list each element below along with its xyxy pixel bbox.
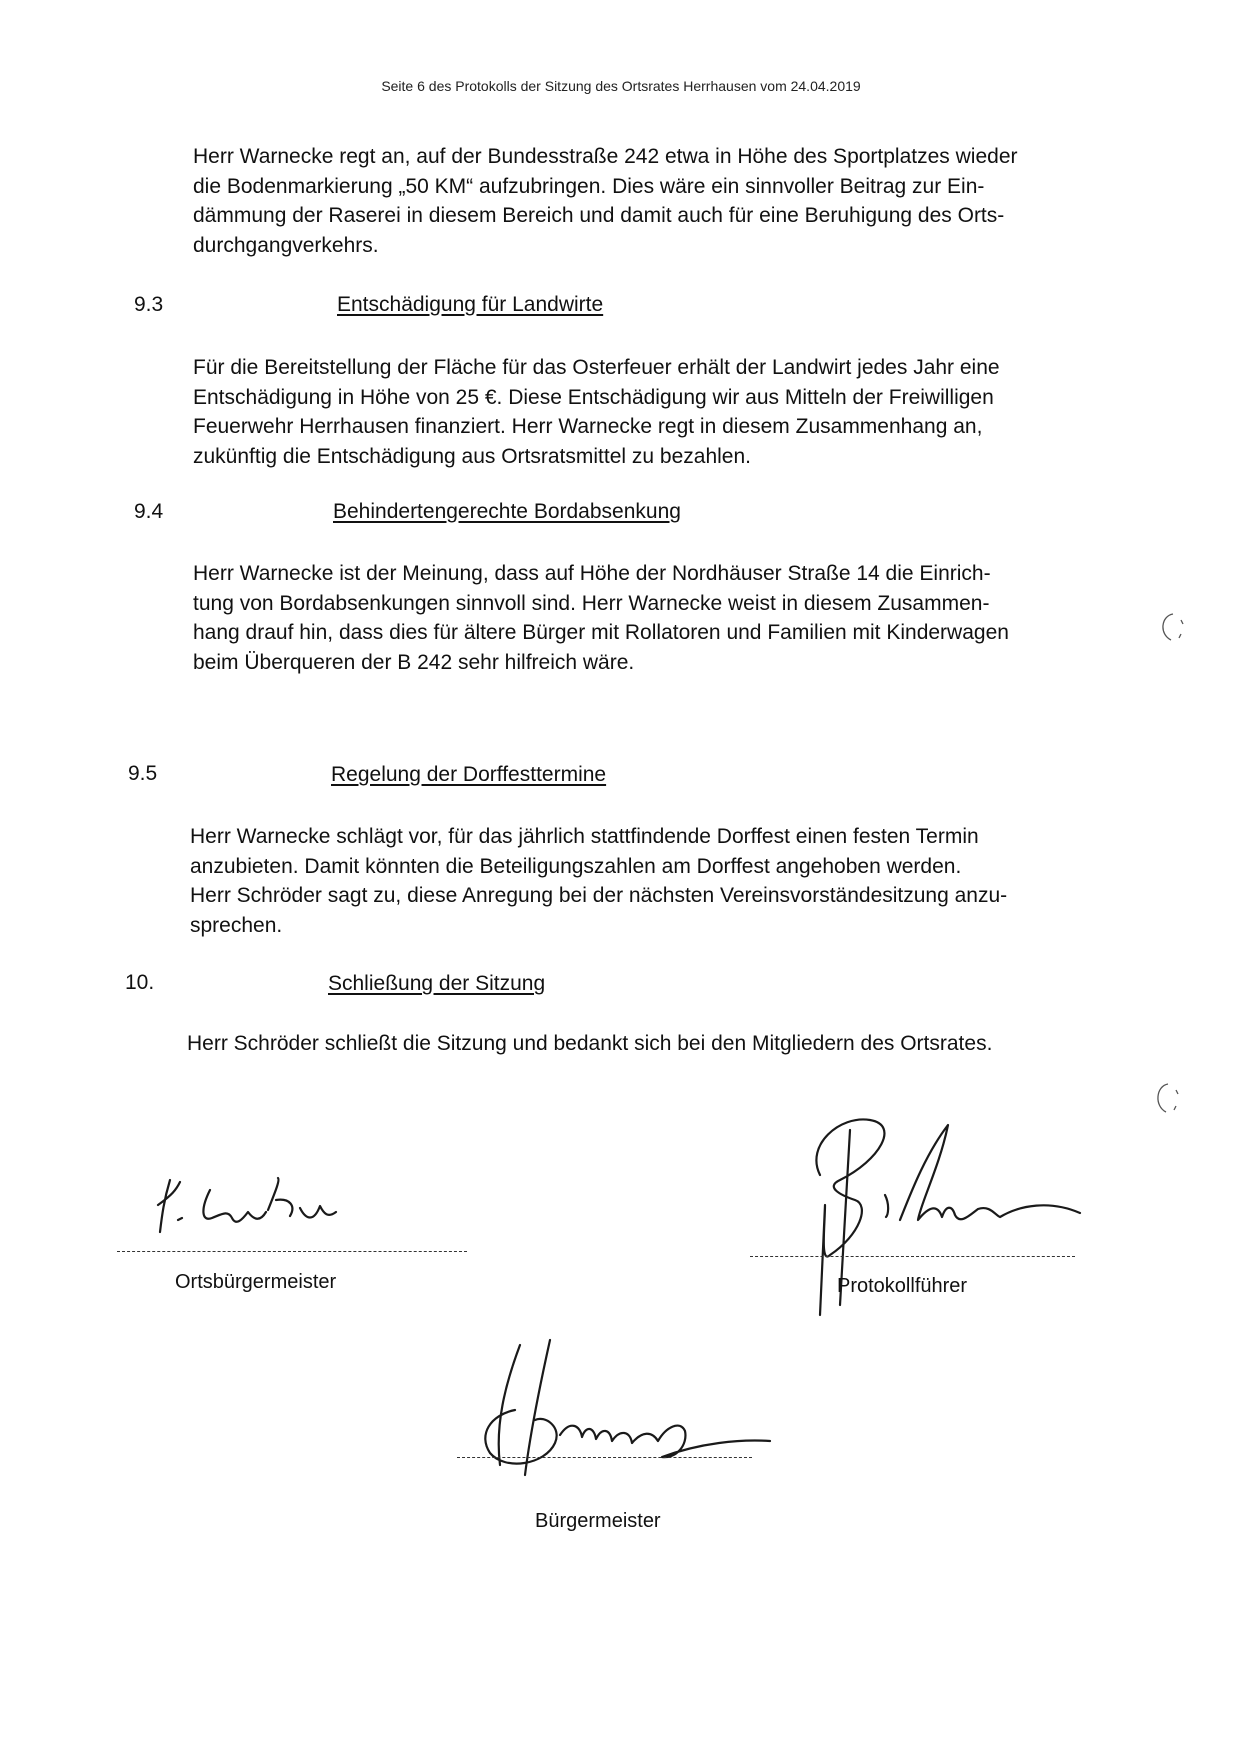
section-title: Regelung der Dorffesttermine — [331, 763, 607, 786]
section-number: 10. — [125, 971, 155, 994]
section-title: Schließung der Sitzung — [328, 972, 546, 995]
signature-ortsbuergermeister — [150, 1160, 370, 1240]
intro-line: die Bodenmarkierung „50 KM“ aufzubringen. Dies wäre ein sinnvoller Beitrag zur Ein- — [193, 174, 985, 198]
signature-label: Ortsbürgermeister — [175, 1271, 337, 1293]
intro-line: dämmung der Raserei in diesem Bereich und damit auch für eine Beruhigung des Orts- — [193, 204, 1005, 227]
punch-hole-mark — [1150, 1082, 1180, 1116]
signature-label: Protokollführer — [837, 1275, 968, 1297]
section-number: 9.3 — [134, 293, 164, 316]
signature-line — [750, 1256, 1075, 1257]
section-title: Behindertengerechte Bordabsenkung — [333, 500, 681, 523]
section-number: 9.5 — [128, 762, 158, 785]
paragraph-line: zukünftig die Entschädigung aus Ortsratsmittel zu bezahlen. — [193, 444, 751, 468]
paragraph-line: anzubieten. Damit könnten die Beteiligungszahlen am Dorffest angehoben werden. — [190, 854, 962, 878]
signature-buergermeister — [470, 1335, 770, 1485]
section-paragraph — [193, 353, 1063, 471]
intro-line: Herr Warnecke regt an, auf der Bundesstraße 242 etwa in Höhe des Sportplatzes wieder — [193, 145, 1018, 168]
paragraph-line: Feuerwehr Herrhausen finanziert. Herr Warnecke regt in diesem Zusammenhang an, — [193, 415, 983, 438]
paragraph-line: Entschädigung in Höhe von 25 €. Diese Entschädigung wir aus Mitteln der Freiwilligen — [193, 385, 994, 409]
paragraph-line: tung von Bordabsenkungen sinnvoll sind. Herr Warnecke weist in diesem Zusammen- — [193, 591, 990, 615]
punch-hole-mark — [1155, 612, 1185, 642]
signature-line — [117, 1251, 467, 1252]
section-paragraph — [190, 822, 1057, 940]
section-paragraph — [193, 559, 1063, 677]
paragraph-line: Herr Schröder schließt die Sitzung und bedankt sich bei den Mitgliedern des Ortsrates. — [187, 1032, 993, 1055]
section-number: 9.4 — [134, 500, 164, 523]
paragraph-line: sprechen. — [190, 913, 283, 937]
paragraph-line: Für die Bereitstellung der Fläche für das Osterfeuer erhält der Landwirt jedes Jahr eine — [193, 356, 1000, 379]
section-title: Entschädigung für Landwirte — [337, 293, 604, 316]
paragraph-line: beim Überqueren der B 242 sehr hilfreich wäre. — [193, 650, 635, 674]
signature-line — [457, 1457, 752, 1458]
paragraph-line: hang drauf hin, dass dies für ältere Bürger mit Rollatoren und Familien mit Kinderwagen — [193, 621, 1009, 644]
intro-paragraph — [193, 142, 1066, 260]
section-paragraph — [187, 1029, 1087, 1059]
paragraph-line: Herr Warnecke schlägt vor, für das jährlich stattfindende Dorffest einen festen Termin — [190, 825, 979, 848]
paragraph-line: Herr Warnecke ist der Meinung, dass auf Höhe der Nordhäuser Straße 14 die Einrich- — [193, 562, 991, 585]
page-header: Seite 6 des Protokolls der Sitzung des Ortsrates Herrhausen vom 24.04.2019 — [381, 78, 861, 94]
paragraph-line: Herr Schröder sagt zu, diese Anregung bei der nächsten Vereinsvorständesitzung anzu- — [190, 884, 1008, 907]
intro-line: durchgangverkehrs. — [193, 233, 379, 257]
signature-label: Bürgermeister — [535, 1510, 661, 1532]
